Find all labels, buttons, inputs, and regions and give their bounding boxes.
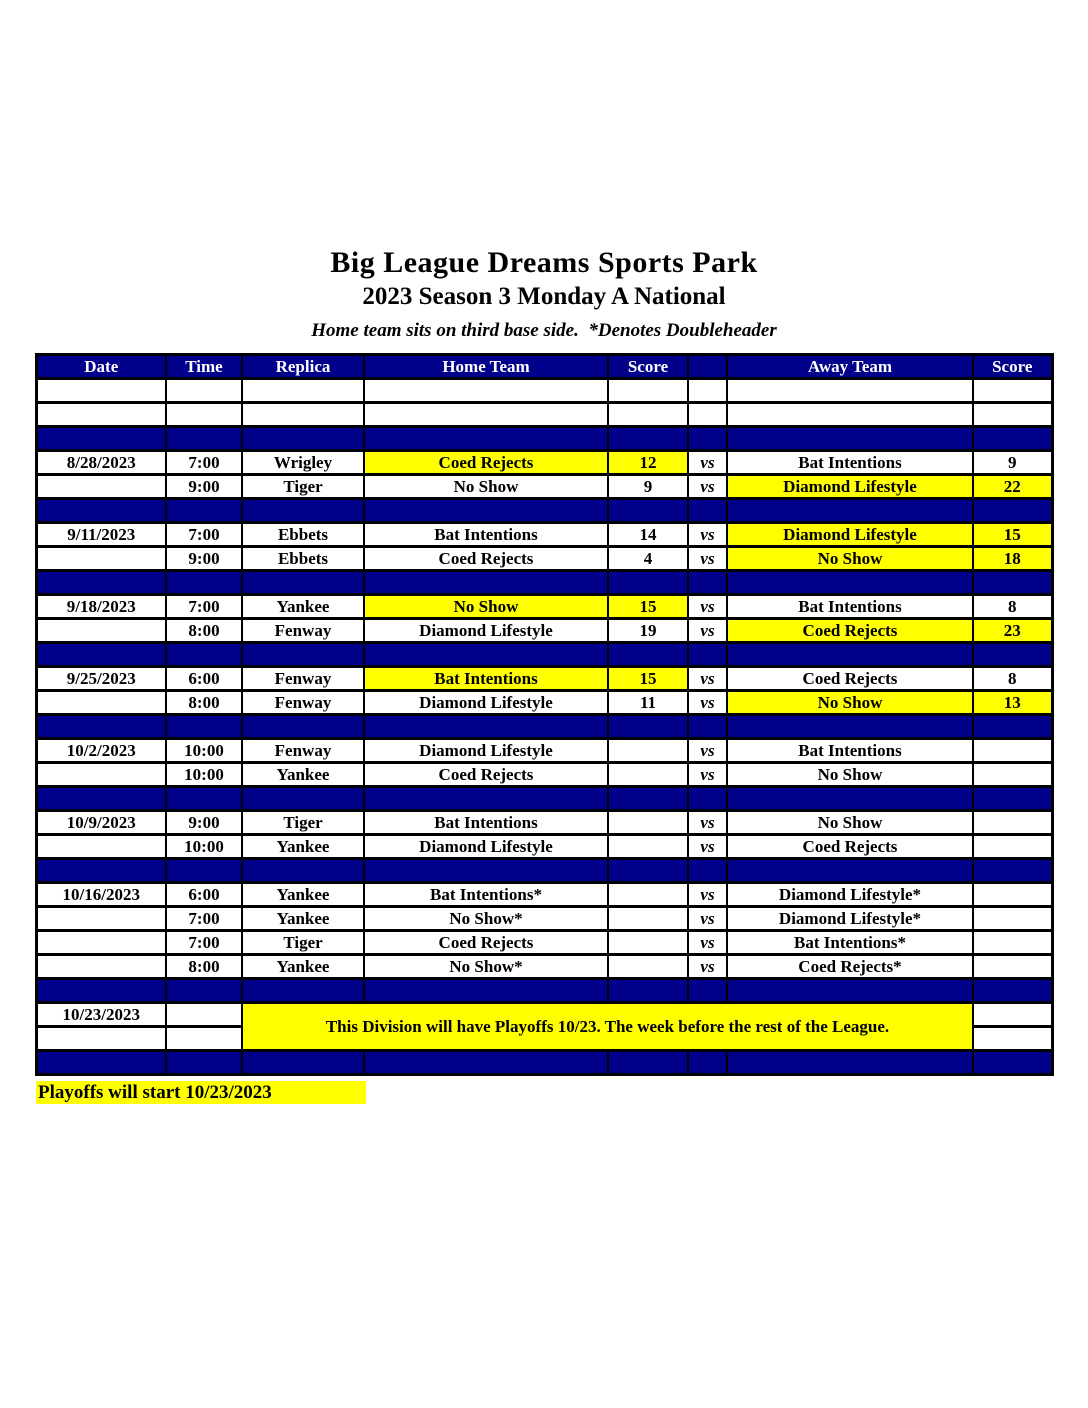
replica-cell: Yankee (242, 955, 364, 979)
home-score-cell (608, 859, 688, 883)
away-team-cell: Bat Intentions (727, 451, 973, 475)
away-team-cell: Coed Rejects (727, 619, 973, 643)
replica-cell (242, 571, 364, 595)
away-team-cell (727, 571, 973, 595)
away-score-cell (973, 715, 1052, 739)
time-cell (166, 787, 242, 811)
empty-row (36, 379, 1052, 403)
game-row (36, 931, 1052, 955)
replica-cell: Tiger (242, 931, 364, 955)
page-note: Home team sits on third base side. *Denotes Doubleheader (311, 320, 777, 341)
time-cell (166, 1051, 242, 1075)
time-cell: 8:00 (166, 691, 242, 715)
away-score-cell (973, 1003, 1052, 1027)
header-row (36, 355, 1052, 379)
separator-row (36, 499, 1052, 523)
home-score-cell (608, 403, 688, 427)
date-cell (36, 1051, 166, 1075)
time-cell (166, 427, 242, 451)
time-cell: 7:00 (166, 907, 242, 931)
away-team-cell: No Show (727, 811, 973, 835)
home-team-cell (364, 403, 608, 427)
home-team-cell (364, 427, 608, 451)
time-cell: 10:00 (166, 835, 242, 859)
home-score-cell (608, 763, 688, 787)
vs-cell (688, 715, 727, 739)
home-score-cell: 19 (608, 619, 688, 643)
vs-cell (688, 643, 727, 667)
home-team-cell: Coed Rejects (364, 763, 608, 787)
time-cell (166, 979, 242, 1003)
replica-cell: Ebbets (242, 547, 364, 571)
time-cell: 8:00 (166, 955, 242, 979)
vs-cell: vs (688, 475, 727, 499)
home-score-cell (608, 955, 688, 979)
away-team-cell: No Show (727, 691, 973, 715)
away-team-cell: Bat Intentions* (727, 931, 973, 955)
home-team-cell: Coed Rejects (364, 451, 608, 475)
home-score-cell (608, 883, 688, 907)
away-score-cell: 8 (973, 667, 1052, 691)
away-score-cell (973, 427, 1052, 451)
away-score-cell: 22 (973, 475, 1052, 499)
time-cell (166, 1027, 242, 1051)
time-cell: 7:00 (166, 451, 242, 475)
replica-cell: Fenway (242, 619, 364, 643)
time-cell (166, 643, 242, 667)
away-score-cell: 9 (973, 451, 1052, 475)
date-cell (36, 691, 166, 715)
page-subtitle: 2023 Season 3 Monday A National (362, 283, 726, 310)
date-cell: 9/18/2023 (36, 595, 166, 619)
replica-cell: Fenway (242, 691, 364, 715)
home-team-cell: Coed Rejects (364, 931, 608, 955)
home-team-cell: No Show* (364, 907, 608, 931)
replica-cell: Fenway (242, 667, 364, 691)
replica-cell (242, 499, 364, 523)
away-team-cell: Coed Rejects (727, 835, 973, 859)
vs-cell (688, 571, 727, 595)
replica-cell: Tiger (242, 475, 364, 499)
away-team-cell: Coed Rejects (727, 667, 973, 691)
replica-cell: Ebbets (242, 523, 364, 547)
date-cell (36, 859, 166, 883)
separator-row (36, 427, 1052, 451)
vs-cell: vs (688, 739, 727, 763)
replica-cell (242, 427, 364, 451)
vs-cell: vs (688, 763, 727, 787)
vs-cell: vs (688, 595, 727, 619)
home-team-cell (364, 787, 608, 811)
home-team-cell: Diamond Lifestyle (364, 739, 608, 763)
home-team-cell: Bat Intentions (364, 811, 608, 835)
date-cell (36, 427, 166, 451)
home-team-cell (364, 979, 608, 1003)
away-team-cell: No Show (727, 547, 973, 571)
away-score-cell (973, 931, 1052, 955)
away-score-cell (973, 1027, 1052, 1051)
away-score-cell (973, 835, 1052, 859)
away-team-cell (727, 1051, 973, 1075)
home-score-cell (608, 499, 688, 523)
time-cell: 9:00 (166, 811, 242, 835)
away-team-cell (727, 427, 973, 451)
separator-row (36, 979, 1052, 1003)
header-cell-away-team: Away Team (727, 355, 973, 379)
home-score-cell: 12 (608, 451, 688, 475)
date-cell (36, 931, 166, 955)
vs-cell (688, 787, 727, 811)
date-cell (36, 619, 166, 643)
game-row (36, 451, 1052, 475)
date-cell: 10/9/2023 (36, 811, 166, 835)
home-score-cell (608, 715, 688, 739)
header-cell-home-team: Home Team (364, 355, 608, 379)
home-team-cell (364, 715, 608, 739)
time-cell: 6:00 (166, 667, 242, 691)
replica-cell (242, 859, 364, 883)
home-score-cell (608, 787, 688, 811)
date-cell: 9/25/2023 (36, 667, 166, 691)
schedule-table (35, 353, 1054, 1076)
playoffs-footer: Playoffs will start 10/23/2023 (36, 1081, 366, 1104)
replica-cell (242, 715, 364, 739)
away-team-cell (727, 787, 973, 811)
date-cell (36, 547, 166, 571)
home-score-cell (608, 1051, 688, 1075)
home-score-cell (608, 427, 688, 451)
date-cell (36, 955, 166, 979)
replica-cell (242, 1051, 364, 1075)
away-score-cell (973, 571, 1052, 595)
time-cell: 10:00 (166, 763, 242, 787)
game-row (36, 955, 1052, 979)
away-score-cell (973, 643, 1052, 667)
away-team-cell (727, 379, 973, 403)
vs-cell (688, 1051, 727, 1075)
away-score-cell: 23 (973, 619, 1052, 643)
home-team-cell: Coed Rejects (364, 547, 608, 571)
separator-row (36, 571, 1052, 595)
page-title: Big League Dreams Sports Park (330, 246, 758, 279)
vs-cell (688, 379, 727, 403)
home-score-cell: 9 (608, 475, 688, 499)
away-score-cell: 13 (973, 691, 1052, 715)
home-team-cell: Bat Intentions (364, 523, 608, 547)
header-cell-away-score: Score (973, 355, 1052, 379)
home-team-cell (364, 571, 608, 595)
separator-row (36, 859, 1052, 883)
vs-cell: vs (688, 523, 727, 547)
away-score-cell: 8 (973, 595, 1052, 619)
home-team-cell: No Show* (364, 955, 608, 979)
home-team-cell (364, 859, 608, 883)
date-cell (36, 403, 166, 427)
away-score-cell (973, 979, 1052, 1003)
away-score-cell (973, 787, 1052, 811)
date-cell (36, 571, 166, 595)
time-cell: 9:00 (166, 475, 242, 499)
vs-cell: vs (688, 907, 727, 931)
away-team-cell (727, 499, 973, 523)
home-team-cell: Diamond Lifestyle (364, 835, 608, 859)
vs-cell: vs (688, 691, 727, 715)
time-cell: 9:00 (166, 547, 242, 571)
replica-cell: Yankee (242, 595, 364, 619)
away-team-cell: Diamond Lifestyle* (727, 907, 973, 931)
game-row (36, 691, 1052, 715)
away-team-cell (727, 403, 973, 427)
vs-cell: vs (688, 811, 727, 835)
time-cell (166, 379, 242, 403)
game-row (36, 619, 1052, 643)
time-cell (166, 1003, 242, 1027)
time-cell: 7:00 (166, 523, 242, 547)
away-score-cell (973, 499, 1052, 523)
vs-cell (688, 979, 727, 1003)
away-score-cell (973, 379, 1052, 403)
away-team-cell: Diamond Lifestyle* (727, 883, 973, 907)
playoff-note-row (36, 1003, 1052, 1027)
time-cell: 8:00 (166, 619, 242, 643)
away-team-cell: Bat Intentions (727, 595, 973, 619)
playoffs-banner-cell: This Division will have Playoffs 10/23. The week before the rest of the League. (242, 1003, 973, 1051)
replica-cell: Yankee (242, 763, 364, 787)
home-team-cell: No Show (364, 475, 608, 499)
time-cell (166, 715, 242, 739)
game-row (36, 547, 1052, 571)
date-cell: 10/16/2023 (36, 883, 166, 907)
away-score-cell (973, 1051, 1052, 1075)
date-cell (36, 475, 166, 499)
game-row (36, 883, 1052, 907)
game-row (36, 835, 1052, 859)
separator-row (36, 715, 1052, 739)
away-team-cell (727, 979, 973, 1003)
away-score-cell (973, 739, 1052, 763)
away-score-cell: 18 (973, 547, 1052, 571)
schedule-table-body (36, 379, 1052, 1075)
header-cell-date: Date (36, 355, 166, 379)
empty-row (36, 403, 1052, 427)
vs-cell (688, 427, 727, 451)
time-cell (166, 499, 242, 523)
home-team-cell: Bat Intentions* (364, 883, 608, 907)
vs-cell: vs (688, 667, 727, 691)
game-row (36, 523, 1052, 547)
date-cell (36, 763, 166, 787)
away-score-cell (973, 955, 1052, 979)
vs-cell: vs (688, 931, 727, 955)
home-score-cell (608, 739, 688, 763)
home-team-cell: Bat Intentions (364, 667, 608, 691)
header-cell-vs (688, 355, 727, 379)
date-cell (36, 1027, 166, 1051)
replica-cell (242, 379, 364, 403)
date-cell (36, 643, 166, 667)
separator-row (36, 787, 1052, 811)
vs-cell: vs (688, 451, 727, 475)
vs-cell: vs (688, 619, 727, 643)
document-header (0, 0, 1088, 343)
away-score-cell (973, 859, 1052, 883)
home-team-cell (364, 643, 608, 667)
game-row (36, 907, 1052, 931)
home-score-cell: 15 (608, 595, 688, 619)
time-cell (166, 571, 242, 595)
vs-cell (688, 859, 727, 883)
away-team-cell (727, 859, 973, 883)
home-score-cell: 4 (608, 547, 688, 571)
away-team-cell: Bat Intentions (727, 739, 973, 763)
away-team-cell: Diamond Lifestyle (727, 475, 973, 499)
time-cell (166, 403, 242, 427)
header-cell-time: Time (166, 355, 242, 379)
game-row (36, 811, 1052, 835)
date-cell: 10/2/2023 (36, 739, 166, 763)
game-row (36, 475, 1052, 499)
date-cell (36, 787, 166, 811)
away-score-cell (973, 763, 1052, 787)
date-cell (36, 979, 166, 1003)
replica-cell (242, 643, 364, 667)
time-cell: 6:00 (166, 883, 242, 907)
replica-cell: Fenway (242, 739, 364, 763)
date-cell: 9/11/2023 (36, 523, 166, 547)
away-score-cell (973, 403, 1052, 427)
separator-row (36, 643, 1052, 667)
date-cell: 8/28/2023 (36, 451, 166, 475)
away-team-cell (727, 643, 973, 667)
date-cell (36, 715, 166, 739)
header-cell-home-score: Score (608, 355, 688, 379)
time-cell: 7:00 (166, 595, 242, 619)
home-score-cell (608, 811, 688, 835)
home-score-cell (608, 931, 688, 955)
home-team-cell: Diamond Lifestyle (364, 691, 608, 715)
home-team-cell (364, 379, 608, 403)
replica-cell: Tiger (242, 811, 364, 835)
home-score-cell (608, 907, 688, 931)
home-score-cell (608, 571, 688, 595)
away-score-cell (973, 907, 1052, 931)
vs-cell: vs (688, 547, 727, 571)
date-cell (36, 499, 166, 523)
away-score-cell (973, 883, 1052, 907)
away-score-cell (973, 811, 1052, 835)
home-score-cell (608, 379, 688, 403)
game-row (36, 739, 1052, 763)
separator-row (36, 1051, 1052, 1075)
time-cell: 7:00 (166, 931, 242, 955)
date-cell: 10/23/2023 (36, 1003, 166, 1027)
date-cell (36, 379, 166, 403)
home-team-cell (364, 1051, 608, 1075)
vs-cell: vs (688, 835, 727, 859)
vs-cell (688, 499, 727, 523)
home-team-cell: Diamond Lifestyle (364, 619, 608, 643)
home-score-cell: 15 (608, 667, 688, 691)
replica-cell (242, 403, 364, 427)
home-score-cell (608, 979, 688, 1003)
away-team-cell: Diamond Lifestyle (727, 523, 973, 547)
away-score-cell: 15 (973, 523, 1052, 547)
vs-cell (688, 403, 727, 427)
vs-cell: vs (688, 883, 727, 907)
away-team-cell (727, 715, 973, 739)
date-cell (36, 835, 166, 859)
header-cell-replica: Replica (242, 355, 364, 379)
time-cell (166, 859, 242, 883)
replica-cell (242, 979, 364, 1003)
home-score-cell: 14 (608, 523, 688, 547)
replica-cell (242, 787, 364, 811)
replica-cell: Wrigley (242, 451, 364, 475)
replica-cell: Yankee (242, 907, 364, 931)
date-cell (36, 907, 166, 931)
time-cell: 10:00 (166, 739, 242, 763)
home-team-cell (364, 499, 608, 523)
home-score-cell (608, 835, 688, 859)
game-row (36, 667, 1052, 691)
home-score-cell: 11 (608, 691, 688, 715)
vs-cell: vs (688, 955, 727, 979)
home-team-cell: No Show (364, 595, 608, 619)
replica-cell: Yankee (242, 883, 364, 907)
replica-cell: Yankee (242, 835, 364, 859)
home-score-cell (608, 643, 688, 667)
away-team-cell: No Show (727, 763, 973, 787)
away-team-cell: Coed Rejects* (727, 955, 973, 979)
game-row (36, 763, 1052, 787)
game-row (36, 595, 1052, 619)
